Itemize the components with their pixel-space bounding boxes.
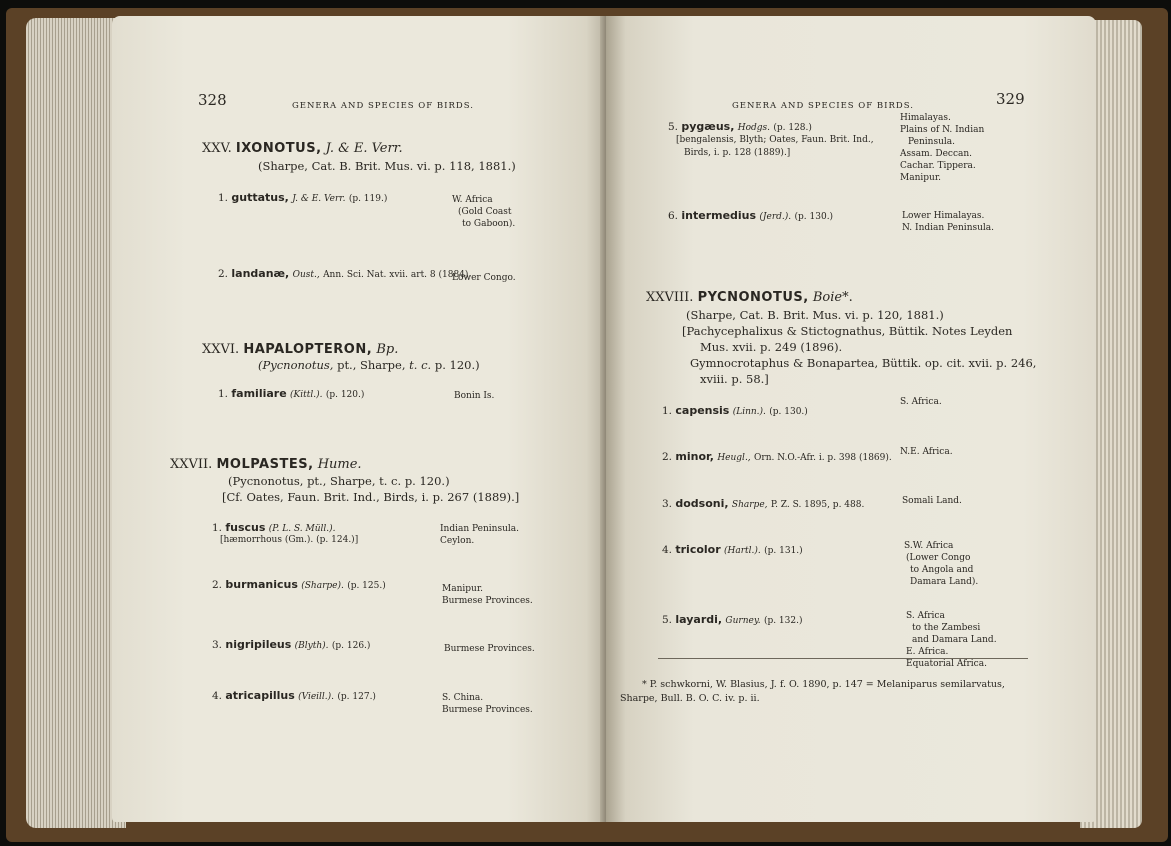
genus-numeral: XXV. [202, 141, 232, 156]
genus-numeral: XXVII. [170, 457, 213, 472]
distribution [442, 692, 533, 716]
distribution-line: S. Africa [906, 611, 945, 621]
distribution-line: Cachar. Tippera. [900, 161, 976, 171]
distribution-line: Peninsula. [908, 137, 955, 147]
species-entry [212, 578, 386, 593]
species-author: Oust., [292, 270, 320, 280]
species-entry [212, 638, 370, 653]
footnote-rule [658, 658, 1028, 659]
species-author: (Linn.). [732, 407, 766, 417]
species-ref: (p. 125.) [347, 581, 386, 591]
species-author: (Hartl.). [724, 546, 761, 556]
distribution-line: (Gold Coast [458, 207, 512, 217]
genus-author: Bp. [376, 342, 399, 357]
species-name: minor, [675, 450, 714, 463]
species-entry [218, 191, 387, 206]
species-entry [662, 613, 802, 628]
distribution-line: Burmese Provinces. [442, 596, 533, 606]
distribution-line: Plains of N. Indian [900, 125, 985, 135]
species-author: (Sharpe). [301, 581, 344, 591]
distribution-line: Ceylon. [440, 536, 475, 546]
species-name: dodsoni, [675, 497, 729, 510]
distribution [904, 540, 978, 588]
genus-author: Hume. [317, 457, 362, 472]
species-ref: (p. 132.) [763, 616, 803, 626]
species-entry [218, 267, 471, 282]
distribution [442, 583, 533, 607]
species-name: fuscus [225, 521, 266, 534]
species-ref: (p. 130.) [769, 407, 808, 417]
species-entry [662, 543, 803, 558]
distribution: Bonin Is. [454, 391, 495, 401]
distribution: N.E. Africa. [900, 447, 953, 457]
species-author: (Vieill.). [298, 692, 335, 702]
distribution-line: Assam. Deccan. [900, 149, 973, 159]
distribution-line: and Damara Land. [912, 635, 997, 645]
species-number: 2. [218, 268, 229, 280]
species-ref: P. Z. S. 1895, p. 488. [770, 500, 865, 510]
genus-heading [170, 457, 362, 473]
species-name: layardi, [675, 613, 723, 626]
species-name: capensis [675, 404, 730, 417]
distribution [452, 194, 515, 230]
species-ref: (p. 120.) [325, 390, 365, 400]
distribution-line: to Angola and [910, 565, 974, 575]
distribution-line: Burmese Provinces. [442, 705, 533, 715]
species-entry [218, 387, 364, 402]
distribution [902, 210, 994, 234]
species-entry [662, 497, 864, 512]
distribution-line: Indian Peninsula. [440, 524, 519, 534]
species-number: 2. [212, 579, 223, 591]
footnote-mark: *. [842, 290, 853, 305]
genus-name: IXONOTUS, [235, 141, 322, 156]
species-entry [668, 209, 833, 224]
genus-reference: xviii. p. 58.] [700, 372, 769, 386]
distribution: Somali Land. [902, 496, 962, 506]
page-edges-left [26, 18, 126, 828]
genus-numeral: XXVI. [202, 342, 240, 357]
species-name: intermedius [681, 209, 757, 222]
genus-heading [646, 290, 853, 306]
page-number: 328 [198, 91, 227, 109]
genus-reference: (Sharpe, Cat. B. Brit. Mus. vi. p. 118, 1881.) [258, 159, 516, 173]
species-author: Sharpe, [731, 500, 768, 510]
species-ref: (p. 119.) [348, 194, 388, 204]
species-ref: Ann. Sci. Nat. xvii. art. 8 (1884). [323, 270, 472, 280]
species-number: 5. [662, 614, 673, 626]
species-author: (Jerd.). [759, 212, 792, 222]
genus-heading [202, 141, 403, 157]
running-head: GENERA AND SPECIES OF BIRDS. [732, 101, 914, 111]
species-synonym: Birds, i. p. 128 (1889).] [684, 148, 791, 158]
distribution-line: S. China. [442, 693, 484, 703]
species-ref: (p. 127.) [337, 692, 376, 702]
species-entry [662, 450, 892, 465]
species-number: 3. [212, 639, 223, 651]
distribution-line: E. Africa. [906, 647, 949, 657]
species-synonym: [bengalensis, Blyth; Oates, Faun. Brit. Ind., [676, 135, 874, 145]
species-author: Hodgs. [737, 123, 771, 133]
distribution-line: to Gaboon). [462, 219, 516, 229]
genus-name: PYCNONOTUS, [697, 290, 809, 305]
species-number: 3. [662, 498, 673, 510]
right-page [606, 16, 1096, 822]
genus-name: MOLPASTES, [216, 457, 314, 472]
distribution [900, 112, 984, 184]
genus-heading [202, 342, 398, 358]
species-entry [212, 689, 376, 704]
species-name: tricolor [675, 543, 721, 556]
left-page [112, 16, 606, 822]
genus-author: J. & E. Verr. [325, 141, 403, 156]
species-name: atricapillus [225, 689, 295, 702]
genus-author: Boie [812, 290, 843, 305]
distribution: Lower Congo. [452, 273, 516, 283]
genus-reference: [Cf. Oates, Faun. Brit. Ind., Birds, i. p. 267 (1889).] [222, 490, 520, 504]
species-name: familiare [231, 387, 287, 400]
genus-reference: Gymnocrotaphus & Bonapartea, Büttik. op. cit. xvii. p. 246, [690, 356, 1037, 370]
species-name: pygæus, [681, 120, 735, 133]
distribution-line: Himalayas. [900, 113, 951, 123]
running-head: GENERA AND SPECIES OF BIRDS. [292, 101, 474, 111]
genus-numeral: XXVIII. [646, 290, 694, 305]
distribution-line: W. Africa [452, 195, 493, 205]
distribution [906, 610, 997, 670]
distribution-line: Manipur. [442, 584, 483, 594]
species-number: 1. [212, 522, 223, 534]
species-ref: (p. 130.) [794, 212, 834, 222]
species-synonym: [hæmorrhous (Gm.). (p. 124.)] [220, 535, 359, 545]
distribution-line: N. Indian Peninsula. [902, 223, 995, 233]
distribution-line: Damara Land). [910, 577, 979, 587]
species-name: guttatus, [231, 191, 289, 204]
distribution: Burmese Provinces. [444, 644, 535, 654]
genus-name: HAPALOPTERON, [243, 342, 373, 357]
footnote: Sharpe, Bull. B. O. C. iv. p. ii. [620, 693, 760, 704]
species-ref: (p. 126.) [331, 641, 371, 651]
species-ref: (p. 131.) [764, 546, 803, 556]
species-author: (Blyth). [294, 641, 329, 651]
distribution-line: Lower Himalayas. [902, 211, 985, 221]
species-number: 1. [218, 192, 229, 204]
species-number: 1. [662, 405, 673, 417]
distribution-line: Manipur. [900, 173, 941, 183]
species-author: (P. L. S. Müll.). [268, 524, 336, 534]
genus-reference: Mus. xvii. p. 249 (1896). [700, 340, 843, 354]
genus-reference: (Pycnonotus, pt., Sharpe, t. c. p. 120.) [258, 358, 480, 372]
footnote: * P. schwkorni, W. Blasius, J. f. O. 1890, p. 147 = Melaniparus semilarvatus, [642, 679, 1005, 690]
species-ref: (p. 128.) [773, 123, 812, 133]
genus-reference: (Sharpe, Cat. B. Brit. Mus. vi. p. 120, 1881.) [686, 308, 944, 322]
species-author: Heugl., [717, 453, 751, 463]
species-ref: Orn. N.O.-Afr. i. p. 398 (1869). [754, 453, 892, 463]
species-entry [668, 120, 812, 135]
species-number: 5. [668, 121, 679, 133]
species-author: Gurney. [725, 616, 761, 626]
species-author: J. & E. Verr. [292, 194, 346, 204]
genus-reference: (Pycnonotus, pt., Sharpe, t. c. p. 120.) [228, 474, 450, 488]
species-number: 6. [668, 210, 679, 222]
distribution [440, 523, 519, 547]
species-number: 2. [662, 451, 673, 463]
page-number: 329 [996, 90, 1025, 108]
species-name: burmanicus [225, 578, 298, 591]
distribution-line: (Lower Congo [906, 553, 971, 563]
species-name: landanæ, [231, 267, 290, 280]
distribution-line: S.W. Africa [904, 541, 954, 551]
distribution-line: Equatorial Africa. [906, 659, 987, 669]
species-number: 1. [218, 388, 229, 400]
species-number: 4. [662, 544, 673, 556]
species-author: (Kittl.). [290, 390, 323, 400]
species-entry [662, 404, 808, 419]
species-number: 4. [212, 690, 223, 702]
distribution: S. Africa. [900, 397, 942, 407]
species-name: nigripileus [225, 638, 292, 651]
distribution-line: to the Zambesi [912, 623, 981, 633]
genus-reference: [Pachycephalixus & Stictognathus, Büttik. Notes Leyden [682, 324, 1013, 338]
